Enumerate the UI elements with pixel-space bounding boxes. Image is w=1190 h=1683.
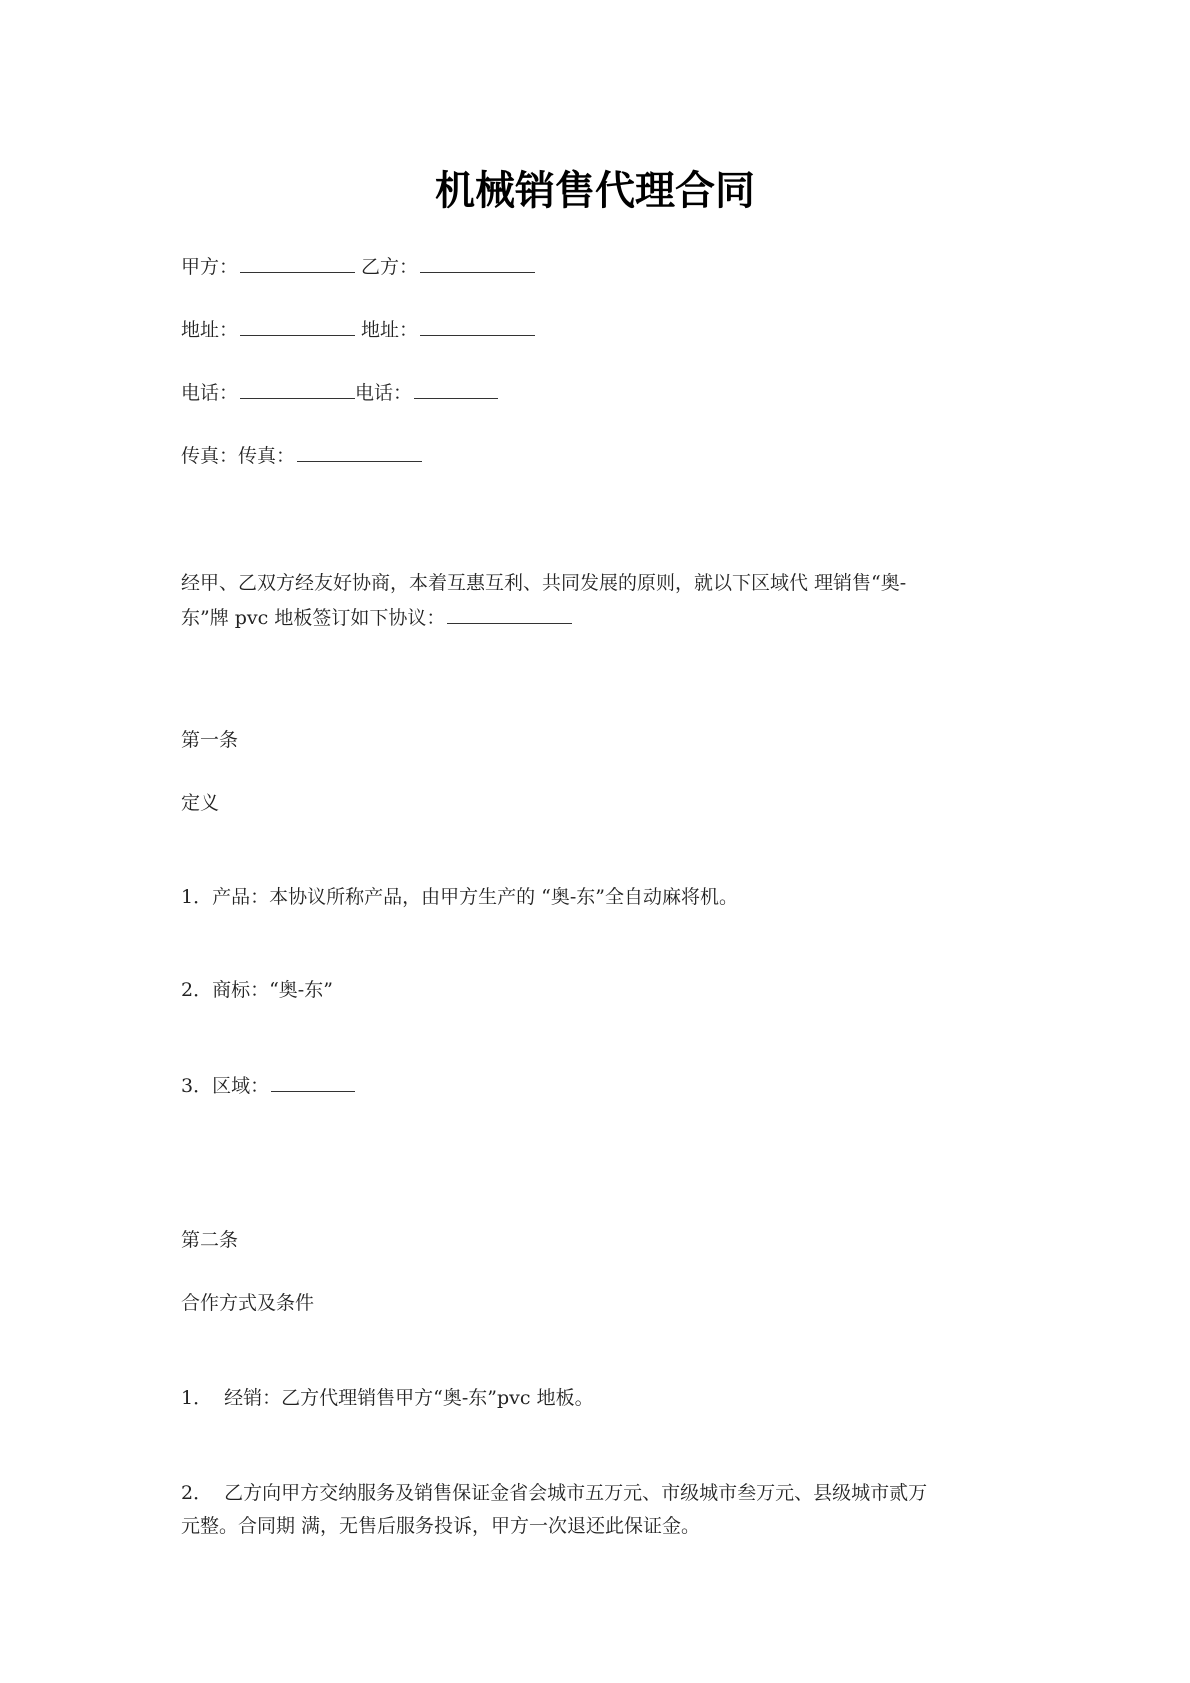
party-row-fax (181, 441, 422, 469)
region-blank[interactable] (271, 1071, 355, 1092)
article-2-item-2-line-1: 2． 乙方向甲方交纳服务及销售保证金省会城市五万元、市级城市叁万元、县级城市贰万 (181, 1482, 928, 1504)
article-1-heading: 定义 (181, 792, 220, 814)
party-a-label: 甲方： (181, 256, 239, 278)
fax-label: 传真：传真： (181, 445, 296, 467)
party-a-phone-label: 电话： (181, 382, 239, 404)
party-b-label: 乙方： (355, 256, 419, 278)
article-2-number: 第二条 (181, 1229, 239, 1251)
article-1-number: 第一条 (181, 729, 239, 751)
party-a-phone-blank[interactable] (240, 378, 355, 399)
preamble-line-2 (181, 601, 1021, 636)
party-row-name (181, 252, 535, 280)
article-2-item-1: 1． 经销：乙方代理销售甲方“奥-东”pvc 地板。 (181, 1387, 594, 1409)
party-a-address-blank[interactable] (240, 315, 355, 336)
party-row-address (181, 315, 535, 343)
fax-blank[interactable] (297, 441, 422, 462)
article-1-item-3 (181, 1071, 355, 1099)
party-row-phone (181, 378, 498, 406)
party-b-phone-blank[interactable] (414, 378, 498, 399)
document-title: 机械销售代理合同 (435, 168, 755, 214)
preamble-line-2-text: 东”牌 pvc 地板签订如下协议： (181, 607, 446, 629)
party-b-address-blank[interactable] (420, 315, 535, 336)
party-b-blank[interactable] (420, 252, 535, 273)
article-2-item-2-line-2: 元整。合同期 满，无售后服务投诉，甲方一次退还此保证金。 (181, 1515, 701, 1537)
region-label: 3．区域： (181, 1075, 270, 1097)
article-1-item-1: 1．产品：本协议所称产品，由甲方生产的 “奥-东”全自动麻将机。 (181, 886, 738, 908)
preamble (181, 566, 1021, 636)
party-b-address-label: 地址： (355, 319, 419, 341)
agreement-blank[interactable] (447, 603, 572, 624)
party-b-phone-label: 电话： (355, 382, 413, 404)
party-a-blank[interactable] (240, 252, 355, 273)
preamble-line-1: 经甲、乙双方经友好协商，本着互惠互利、共同发展的原则，就以下区域代 理销售“奥- (181, 572, 907, 594)
article-1-item-2: 2．商标：“奥-东” (181, 979, 333, 1001)
article-2-heading: 合作方式及条件 (181, 1292, 315, 1314)
party-a-address-label: 地址： (181, 319, 239, 341)
